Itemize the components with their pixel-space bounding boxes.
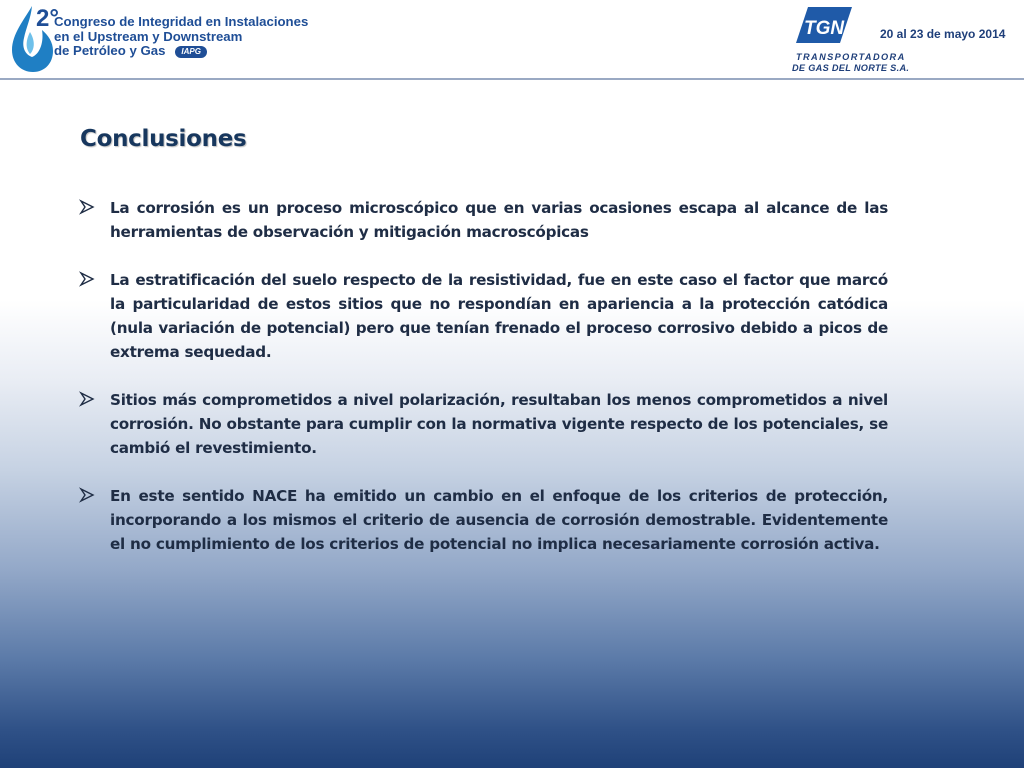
congress-name xyxy=(54,15,308,59)
congress-name-line-3-text: de Petróleo y Gas xyxy=(54,43,166,58)
tgn-name-line-1: TRANSPORTADORA xyxy=(796,52,906,62)
bullet-text: Sitios más comprometidos a nivel polarización, resultaban los menos comprometidos a nivel corrosión. No obstante para cumplir con la normativa vigente respecto de los potenciales, se cambió el revestimiento. xyxy=(110,391,888,457)
bullet-text: La corrosión es un proceso microscópico que en varias ocasiones escapa al alcance de las herramientas de observación y mitigación macroscópicas xyxy=(110,199,888,241)
list-item xyxy=(80,196,888,244)
arrow-bullet-icon xyxy=(80,272,94,286)
arrow-bullet-icon xyxy=(80,488,94,502)
logo-ordinal: 2° xyxy=(36,5,59,32)
congress-name-line-2: en el Upstream y Downstream xyxy=(54,28,243,44)
iapg-badge: IAPG xyxy=(175,46,207,58)
tgn-logo xyxy=(790,5,910,77)
list-item xyxy=(80,268,888,364)
tgn-mark-icon xyxy=(796,5,852,45)
water-drop-logo-icon xyxy=(6,2,59,74)
list-item xyxy=(80,484,888,556)
congress-name-line-3 xyxy=(54,44,308,59)
slide-title: Conclusiones xyxy=(80,126,247,152)
conclusions-list xyxy=(80,196,888,580)
list-item xyxy=(80,388,888,460)
event-date: 20 al 23 de mayo 2014 xyxy=(880,27,1006,41)
bullet-text: La estratificación del suelo respecto de la resistividad, fue en este caso el factor que marcó la particularidad de estos sitios que no respondían en apariencia a la protección catódica (nula variación de potencial) pero que tenían frenado el proceso corrosivo debido a picos de extrema sequedad. xyxy=(110,271,888,361)
arrow-bullet-icon xyxy=(80,392,94,406)
tgn-mark-text: TGN xyxy=(804,18,845,39)
header-divider xyxy=(0,78,1024,80)
slide-header xyxy=(0,0,1024,80)
arrow-bullet-icon xyxy=(80,200,94,214)
congress-name-line-1: Congreso de Integridad en Instalaciones xyxy=(54,14,309,29)
bullet-text: En este sentido NACE ha emitido un cambio en el enfoque de los criterios de protección, incorporando a los mismos el criterio de ausencia de corrosión demostrable. Evidentemente el no cumplimiento de los criterios de potencial no implica necesariamente corrosión activa. xyxy=(110,487,888,553)
tgn-name-line-2: DE GAS DEL NORTE S.A. xyxy=(792,63,910,73)
